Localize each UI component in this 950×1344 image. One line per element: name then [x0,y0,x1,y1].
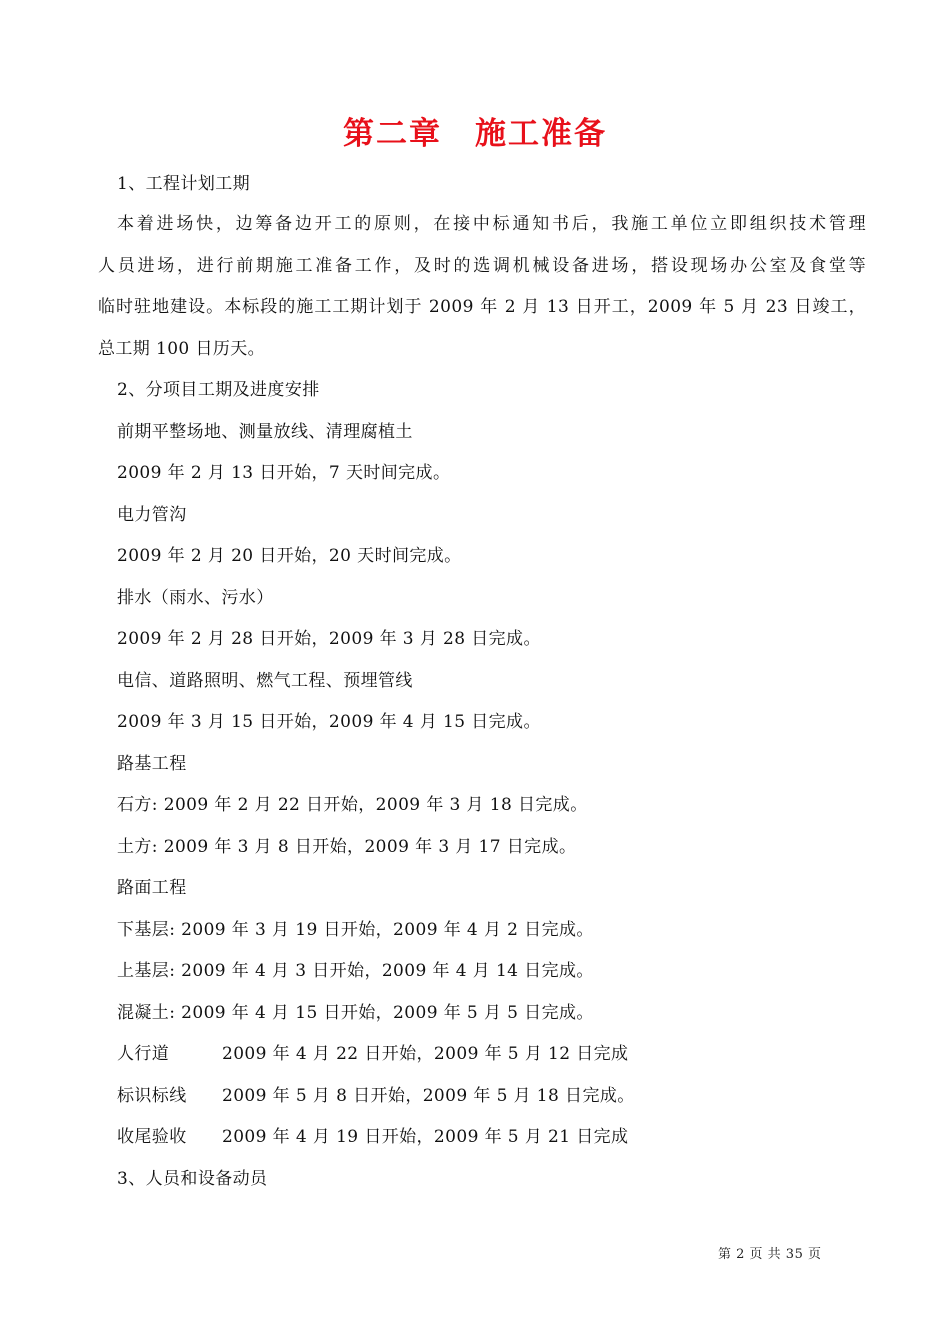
marking-label: 标识标线 [117,1086,187,1106]
power-trench-time: 2009 年 2 月 20 日开始，20 天时间完成。 [117,546,462,566]
subgrade-title: 路基工程 [117,754,187,774]
paragraph-line-4: 总工期 100 日历天。 [98,338,266,359]
marking-time: 2009 年 5 月 8 日开始，2009 年 5 月 18 日完成。 [222,1086,635,1106]
telecom-time: 2009 年 3 月 15 日开始，2009 年 4 月 15 日完成。 [117,712,541,732]
drainage-time: 2009 年 2 月 28 日开始，2009 年 3 月 28 日完成。 [117,629,541,649]
acceptance-line [117,1125,628,1149]
paragraph-line-2: 人员进场，进行前期施工准备工作，及时的选调机械设备进场，搭设现场办公室及食堂等 [98,255,866,276]
acceptance-time: 2009 年 4 月 19 日开始，2009 年 5 月 21 日完成 [222,1127,629,1147]
section-heading-schedule-period: 1、工程计划工期 [117,174,251,194]
section-heading-mobilization: 3、人员和设备动员 [117,1169,268,1189]
stone-work-line: 石方: 2009 年 2 月 22 日开始，2009 年 3 月 18 日完成。 [117,795,588,815]
drainage-title: 排水（雨水、污水） [117,588,274,608]
site-prep-time: 2009 年 2 月 13 日开始，7 天时间完成。 [117,463,451,483]
sidewalk-label: 人行道 [117,1044,170,1064]
acceptance-label: 收尾验收 [117,1127,187,1147]
power-trench-title: 电力管沟 [117,505,187,525]
paragraph-line-1: 本着进场快，边筹备边开工的原则，在接中标通知书后，我施工单位立即组织技术管理 [117,214,866,234]
sidewalk-time: 2009 年 4 月 22 日开始，2009 年 5 月 12 日完成 [222,1044,629,1064]
page-number-footer: 第 2 页 共 35 页 [718,1247,822,1262]
chapter-title: 第二章 施工准备 [343,116,607,152]
lower-base-line: 下基层: 2009 年 3 月 19 日开始，2009 年 4 月 2 日完成。 [117,920,594,940]
marking-line [117,1084,635,1108]
earth-work-line: 土方: 2009 年 3 月 8 日开始，2009 年 3 月 17 日完成。 [117,837,577,857]
section1-paragraph [98,204,866,370]
sidewalk-line [117,1042,628,1066]
pavement-title: 路面工程 [117,878,187,898]
site-prep-title: 前期平整场地、测量放线、清理腐植土 [117,422,413,442]
telecom-title: 电信、道路照明、燃气工程、预埋管线 [117,671,413,691]
concrete-line: 混凝土: 2009 年 4 月 15 日开始，2009 年 5 月 5 日完成。 [117,1003,594,1023]
section-heading-item-schedule: 2、分项目工期及进度安排 [117,380,320,400]
upper-base-line: 上基层: 2009 年 4 月 3 日开始，2009 年 4 月 14 日完成。 [117,961,594,981]
paragraph-line-3: 临时驻地建设。本标段的施工工期计划于 2009 年 2 月 13 日开工，2009 年 5 月 23 日竣工， [98,297,866,318]
